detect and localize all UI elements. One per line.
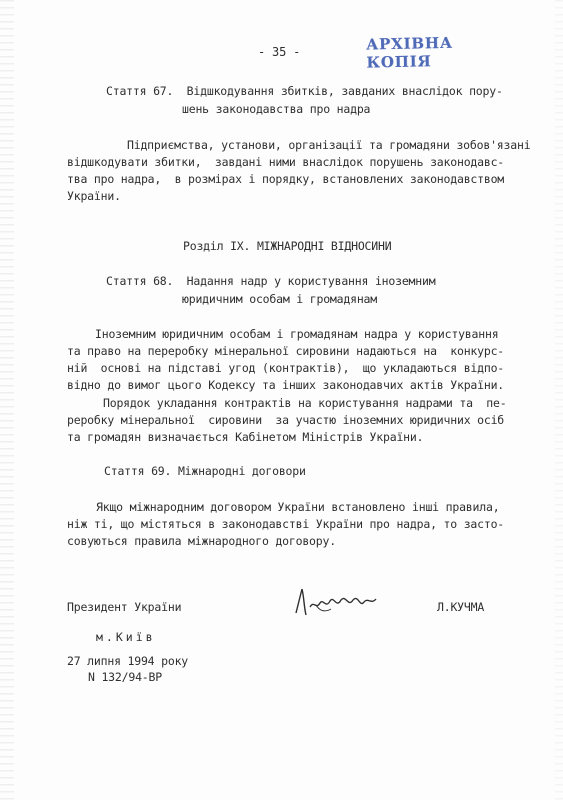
article-69-body-line-2: ніж ті, що містяться в законодавстві України про надра, то засто- — [67, 517, 505, 531]
city: м.Київ — [96, 630, 156, 644]
law-number: N 132/94-ВР — [88, 670, 162, 684]
president-signature — [292, 585, 384, 619]
article-67-body-line-4: України. — [67, 189, 121, 203]
article-68-paragraph-1-line-4: відно до вимог цього Кодексу та інших законодавчих актів України. — [67, 378, 505, 392]
section-9-heading: Розділ IX. МІЖНАРОДНІ ВІДНОСИНИ — [183, 239, 392, 253]
article-69-body-line-1: Якщо міжнародним договором України встановлено інші правила, — [96, 500, 500, 514]
article-68-paragraph-1-line-3: ній основі на підставі угод (контрактів), що укладаються відпо- — [67, 361, 505, 375]
article-68-title-line-2: юридичним особам і громадянам — [182, 292, 377, 306]
article-68-paragraph-1-line-2: та право на переробку мінеральної сировини надаються на конкурс- — [67, 344, 505, 358]
article-67-title-line-2: шень законодавства про надра — [182, 102, 371, 116]
scan-left-edge — [0, 0, 14, 800]
article-68-paragraph-2-line-3: та громадян визначається Кабінетом Міністрів України. — [67, 430, 424, 444]
president-name: Л.КУЧМА — [437, 600, 485, 614]
article-68-title-line-1: Стаття 68. Надання надр у користування іноземним — [106, 274, 436, 288]
article-67-body-line-2: відшкодувати збитки, завдані ними внаслідок порушень законодавс- — [67, 155, 505, 169]
article-67-title-line-1: Стаття 67. Відшкодування збитків, завданих внаслідок пору- — [106, 84, 503, 98]
article-69-title: Стаття 69. Міжнародні договори — [104, 464, 306, 478]
article-68-paragraph-2-line-2: реробку мінеральної сировини за участю іноземних юридичних осіб — [67, 413, 505, 427]
archive-copy-stamp: АРХІВНА КОПІЯ — [365, 33, 453, 72]
article-67-body-line-3: тва про надра, в розмірах і порядку, встановлених законодавством — [67, 172, 505, 186]
signing-date: 27 липня 1994 року — [67, 654, 189, 668]
president-label: Президент України — [67, 600, 182, 614]
page-number: - 35 - — [258, 45, 301, 59]
scan-right-edge — [555, 0, 563, 800]
article-68-paragraph-2-line-1: Порядок укладання контрактів на користування надрами та пе- — [103, 396, 507, 410]
article-69-body-line-3: совуються правила міжнародного договору. — [67, 534, 336, 548]
article-68-paragraph-1-line-1: Іноземним юридичним особам і громадянам надра у користування — [95, 327, 499, 341]
article-67-body-line-1: Підприємства, установи, організації та громадяни зобов'язані — [127, 138, 531, 152]
